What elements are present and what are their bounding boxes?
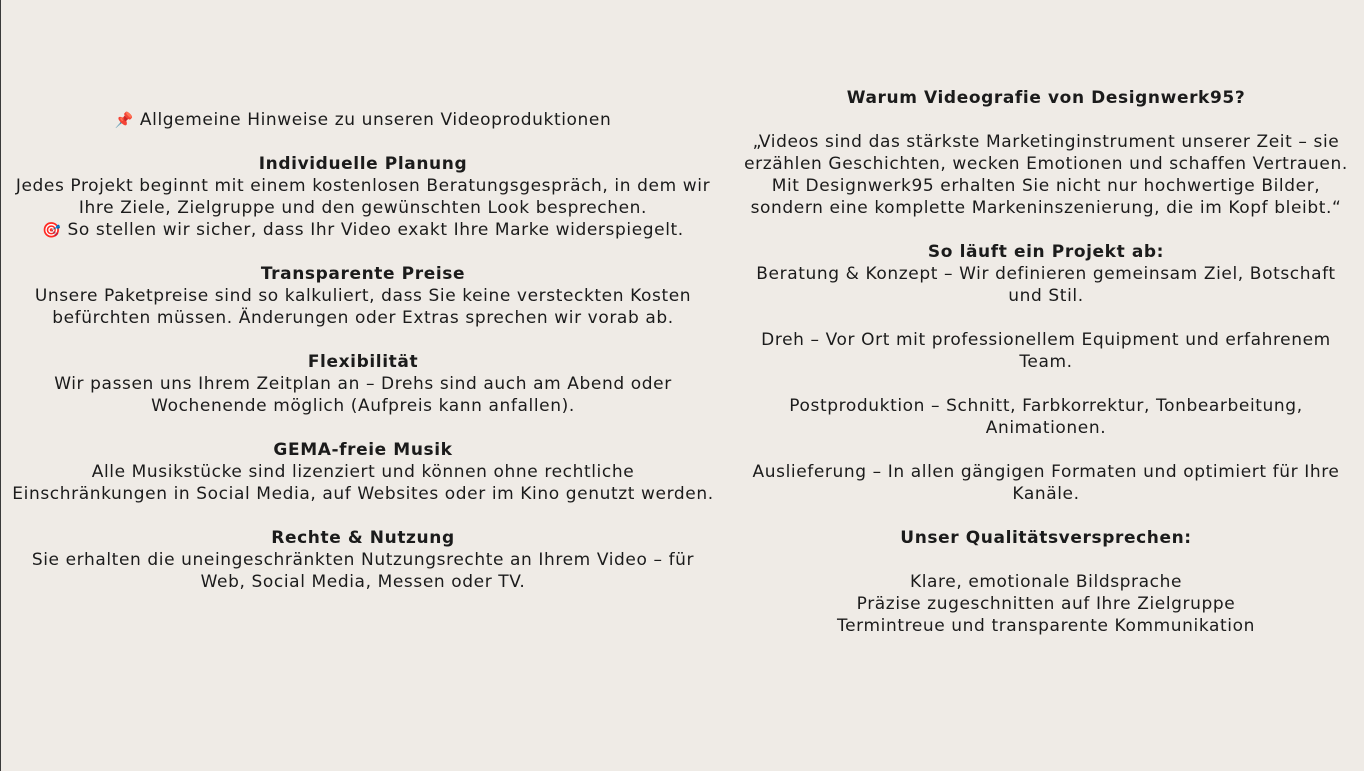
- left-border: [0, 0, 1, 771]
- promise-list: [740, 571, 1352, 637]
- process-step-block: [740, 395, 1352, 439]
- section-text: Alle Musikstücke sind lizenziert und können ohne rechtliche Einschränkungen in Social Media, auf Websites oder im Kino genutzt werden.: [12, 462, 714, 504]
- target-icon: 🎯: [42, 221, 62, 239]
- section-music: [12, 439, 714, 505]
- promise-item: Klare, emotionale Bildsprache: [909, 572, 1183, 592]
- why-heading-block: [740, 87, 1352, 109]
- quote-text: „Videos sind das stärkste Marketinginstrument unserer Zeit – sie erzählen Geschichten, wecken Emotionen und schaffen Vertrauen. Mit Designwerk95 erhalten Sie nicht nur hochwertige Bilder, sondern eine komplette Markeninszenierung, die im Kopf bleibt.“: [744, 132, 1348, 218]
- section-flexibility: [12, 351, 714, 417]
- section-planning: [12, 153, 714, 241]
- general-notes-column: [12, 109, 714, 615]
- promise-item: Termintreue und transparente Kommunikation: [837, 616, 1255, 636]
- section-heading: Individuelle Planung: [258, 154, 468, 174]
- promise-item: Präzise zugeschnitten auf Ihre Zielgruppe: [856, 594, 1236, 614]
- general-notes-title: Allgemeine Hinweise zu unseren Videoproduktionen: [139, 110, 612, 130]
- process-step: Postproduktion – Schnitt, Farbkorrektur, Tonbearbeitung, Animationen.: [789, 396, 1303, 438]
- section-heading: Transparente Preise: [260, 264, 466, 284]
- process-step: Dreh – Vor Ort mit professionellem Equipment und erfahrenem Team.: [761, 330, 1331, 372]
- process-step: Auslieferung – In allen gängigen Formaten und optimiert für Ihre Kanäle.: [752, 462, 1340, 504]
- general-notes-intro: [12, 109, 714, 131]
- why-videography-column: [740, 87, 1352, 659]
- section-heading: Rechte & Nutzung: [271, 528, 455, 548]
- section-rights: [12, 527, 714, 593]
- quote-block: [740, 131, 1352, 219]
- section-text: Wir passen uns Ihrem Zeitplan an – Drehs sind auch am Abend oder Wochenende möglich (Aufpreis kann anfallen).: [54, 374, 672, 416]
- process-block: [740, 241, 1352, 307]
- section-text: Unsere Paketpreise sind so kalkuliert, dass Sie keine versteckten Kosten befürchten müssen. Änderungen oder Extras sprechen wir vorab ab.: [34, 286, 692, 328]
- section-text: Jedes Projekt beginnt mit einem kostenlosen Beratungsgespräch, in dem wir Ihre Ziele, Zielgruppe und den gewünschten Look besprechen.: [15, 176, 711, 218]
- why-heading: Warum Videografie von Designwerk95?: [846, 88, 1246, 108]
- process-step: Beratung & Konzept – Wir definieren gemeinsam Ziel, Botschaft und Stil.: [756, 264, 1336, 306]
- section-heading: Flexibilität: [307, 352, 419, 372]
- process-step-block: [740, 461, 1352, 505]
- section-text: Sie erhalten die uneingeschränkten Nutzungsrechte an Ihrem Video – für Web, Social Media, Messen oder TV.: [31, 550, 695, 592]
- section-prices: [12, 263, 714, 329]
- process-heading: So läuft ein Projekt ab:: [927, 242, 1165, 262]
- promise-heading: Unser Qualitätsversprechen:: [900, 528, 1192, 548]
- section-note: So stellen wir sicher, dass Ihr Video exakt Ihre Marke widerspiegelt.: [67, 220, 684, 240]
- process-step-block: [740, 329, 1352, 373]
- promise-heading-block: [740, 527, 1352, 549]
- pushpin-icon: 📌: [114, 111, 134, 129]
- section-heading: GEMA-freie Musik: [273, 440, 453, 460]
